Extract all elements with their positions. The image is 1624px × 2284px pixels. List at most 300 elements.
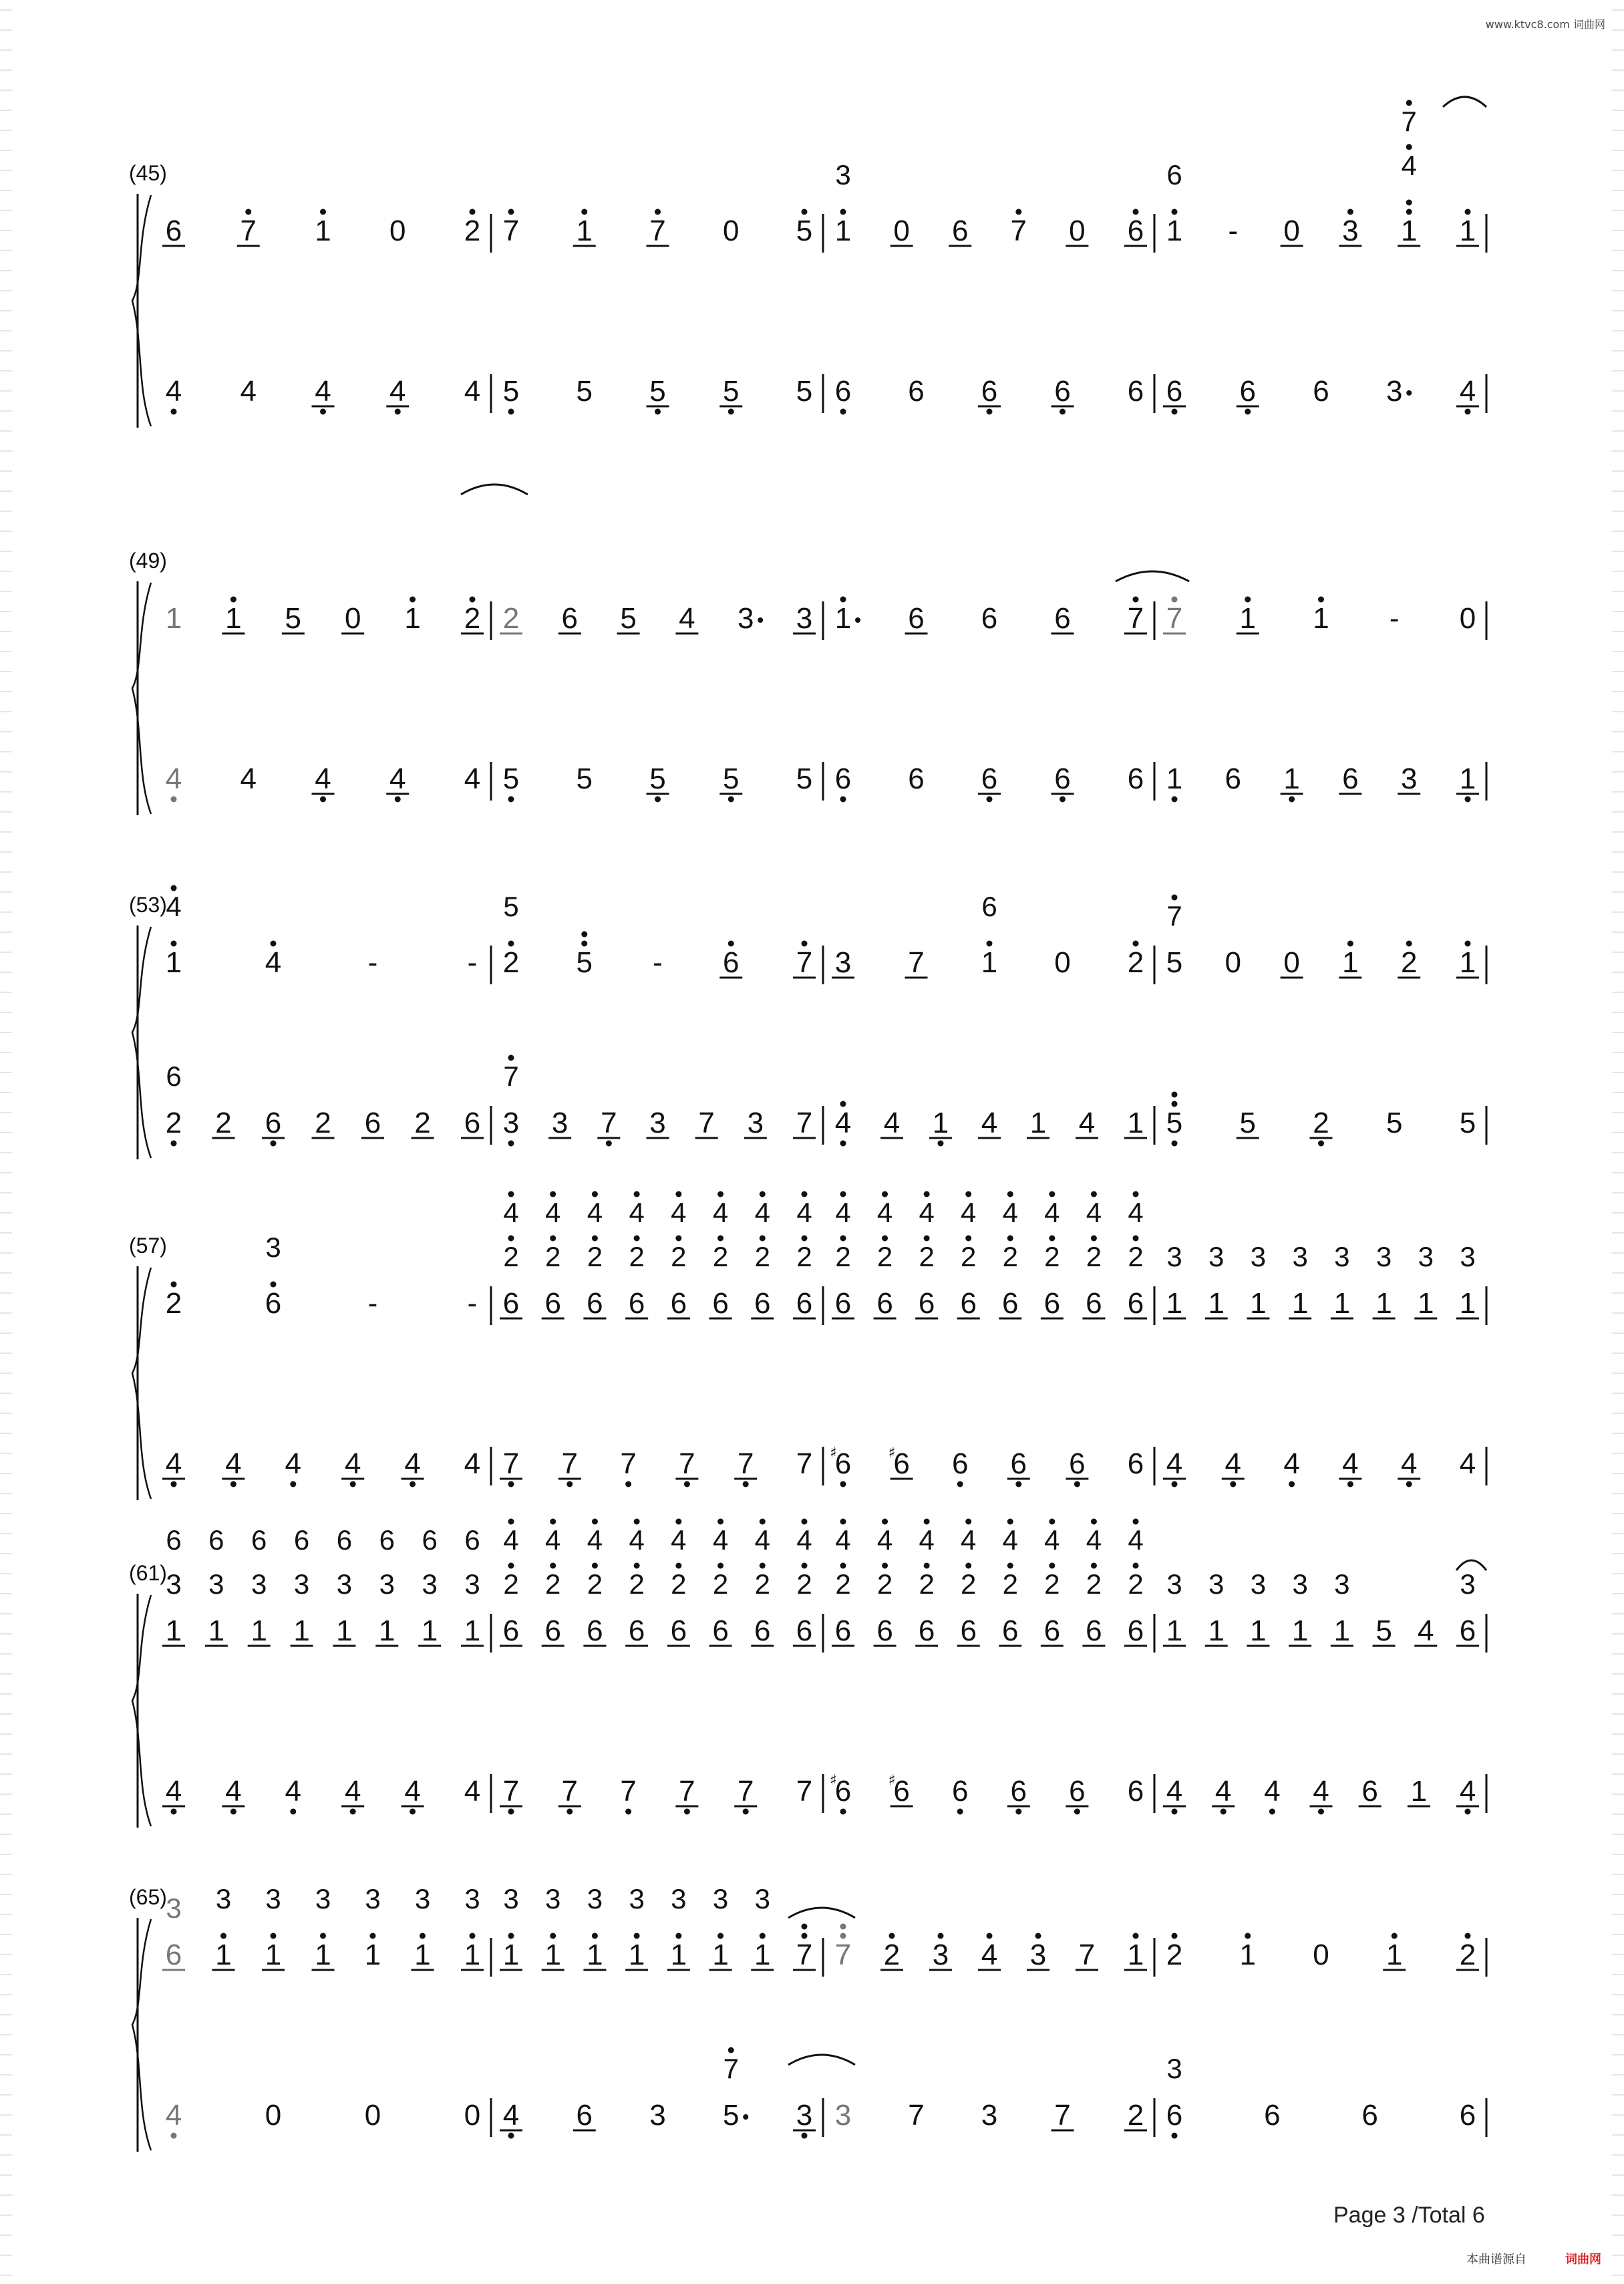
note <box>796 375 812 408</box>
note-digit: 6 <box>1459 1614 1476 1647</box>
chord-tone: 3 <box>1250 1241 1267 1272</box>
note <box>1163 375 1186 415</box>
note <box>1456 209 1479 248</box>
chord-tone: 4 <box>712 1524 729 1556</box>
note-digit: 3 <box>649 2099 666 2132</box>
note <box>500 1519 522 1648</box>
note <box>500 1775 522 1815</box>
note-digit: 6 <box>796 1287 813 1320</box>
chord-tone: 2 <box>671 1568 687 1600</box>
note-digit: 6 <box>981 762 998 795</box>
chord-tone: 2 <box>503 1241 519 1272</box>
note <box>461 597 484 635</box>
note-digit: 7 <box>679 1447 695 1480</box>
brace <box>132 927 151 1158</box>
note-digit: 1 <box>834 602 852 635</box>
note <box>341 1775 364 1815</box>
note <box>738 602 763 635</box>
note <box>1398 1447 1420 1487</box>
note <box>503 1055 519 1147</box>
note-digit: 6 <box>834 1447 852 1480</box>
note-digit: 1 <box>215 1939 232 1971</box>
note <box>1289 1568 1311 1647</box>
note <box>558 1447 581 1487</box>
note <box>620 1775 636 1815</box>
sharp-sign: ♯ <box>888 1772 896 1789</box>
note <box>1281 215 1303 247</box>
note <box>1264 2099 1280 2132</box>
measure <box>1166 895 1479 980</box>
note <box>333 1524 355 1647</box>
note-digit: 7 <box>796 1447 813 1480</box>
chord-tone: 7 <box>1401 106 1417 137</box>
chord-tone: 3 <box>503 1883 519 1914</box>
note-digit: 4 <box>1400 1447 1418 1480</box>
chord-tone: 2 <box>835 1241 851 1272</box>
chord-tone: 4 <box>876 1197 893 1228</box>
note <box>212 1883 235 1971</box>
note-digit: 6 <box>960 1287 977 1320</box>
tie-arc <box>1443 97 1486 107</box>
note-digit: 1 <box>225 602 242 635</box>
note <box>905 602 928 635</box>
note-digit: 4 <box>344 1775 361 1808</box>
note-digit: 6 <box>561 602 579 635</box>
note <box>312 762 335 803</box>
note <box>162 1447 185 1487</box>
chord-tone: 3 <box>1166 2053 1182 2084</box>
note-digit: 0 <box>1054 946 1071 979</box>
note-digit: 6 <box>1127 215 1144 247</box>
note <box>1456 375 1479 415</box>
note-digit: 5 <box>723 375 740 408</box>
note-digit: 1 <box>932 1107 949 1139</box>
note <box>1339 941 1361 980</box>
note <box>908 762 924 795</box>
note <box>734 1447 757 1487</box>
note <box>1205 1568 1228 1647</box>
note <box>1163 1241 1186 1320</box>
note-digit: 6 <box>960 1614 977 1647</box>
chord-tone: 2 <box>1002 1568 1018 1600</box>
note <box>1237 1107 1259 1139</box>
chord-tone: 6 <box>422 1524 438 1556</box>
note <box>1460 1447 1476 1480</box>
chord-tone: 2 <box>796 1241 812 1272</box>
measure <box>503 762 812 803</box>
note-digit: 3 <box>551 1107 569 1139</box>
note-digit: 4 <box>1078 1107 1096 1139</box>
note-digit: 1 <box>1250 1287 1267 1320</box>
note <box>796 1775 812 1808</box>
measure <box>500 2047 816 2139</box>
chord-tone: 3 <box>1250 1568 1267 1600</box>
note-digit: 6 <box>1127 762 1144 795</box>
note-digit: - <box>653 946 663 979</box>
note-digit: 4 <box>981 1939 998 1971</box>
note-digit: 6 <box>1054 602 1071 635</box>
note-digit: 1 <box>165 602 182 635</box>
note <box>675 602 698 635</box>
chord-tone: 3 <box>215 1883 232 1914</box>
note <box>464 2099 480 2132</box>
note-digit: 7 <box>908 946 925 979</box>
measure <box>500 1775 812 1815</box>
note <box>1066 1775 1088 1815</box>
note <box>1281 946 1303 979</box>
measure <box>503 375 812 415</box>
note-digit: 1 <box>364 1939 381 1971</box>
chord-tone: 2 <box>1086 1241 1102 1272</box>
note-digit: 4 <box>883 1107 901 1139</box>
note <box>1124 2099 1147 2132</box>
measure <box>1163 375 1479 415</box>
note-digit: 4 <box>464 375 481 408</box>
note-digit: 0 <box>265 2099 282 2132</box>
note-digit: 1 <box>1239 1939 1256 1971</box>
chord-tone: 3 <box>336 1568 353 1600</box>
note <box>1007 1775 1030 1815</box>
note-digit: 1 <box>1333 1287 1351 1320</box>
note <box>1228 215 1238 247</box>
note-digit: 6 <box>754 1287 771 1320</box>
note <box>368 946 378 979</box>
note-digit: 4 <box>165 375 182 408</box>
note <box>874 1191 897 1320</box>
note <box>1128 375 1144 408</box>
measure <box>835 2099 1147 2132</box>
note <box>500 602 522 635</box>
chord-tone: 3 <box>208 1568 224 1600</box>
note <box>1051 602 1074 635</box>
chord-tone: 2 <box>754 1568 770 1600</box>
note-digit: - <box>1228 215 1239 247</box>
chord-tone: 3 <box>1166 1241 1182 1272</box>
note <box>1163 1447 1186 1487</box>
note <box>835 375 851 415</box>
note-digit: 6 <box>1010 1775 1027 1808</box>
measure <box>503 1055 816 1147</box>
note-digit: 4 <box>225 1775 242 1808</box>
note <box>1456 1933 1479 1972</box>
note-digit: 5 <box>649 375 666 408</box>
note-digit: 4 <box>464 762 481 795</box>
note <box>166 1282 182 1320</box>
note-digit: 1 <box>981 946 998 979</box>
note-digit: 1 <box>315 1939 331 1971</box>
note <box>262 1883 285 1971</box>
note-digit: 6 <box>723 946 740 979</box>
note <box>166 1060 182 1147</box>
note-digit: 6 <box>265 1107 282 1139</box>
note-digit: 6 <box>908 762 925 795</box>
note-digit: 3 <box>932 1939 949 1971</box>
note-digit: 1 <box>1166 1614 1183 1647</box>
note-digit: 6 <box>951 215 969 247</box>
note-digit: 4 <box>464 1775 481 1808</box>
chord-tone: 4 <box>671 1197 687 1228</box>
measure <box>1163 1775 1479 1815</box>
note <box>1398 941 1420 980</box>
note <box>793 2099 816 2139</box>
note <box>744 1107 767 1139</box>
note <box>222 597 245 635</box>
note <box>915 1519 938 1648</box>
measure-number: (57) <box>129 1234 167 1258</box>
note <box>709 1519 732 1648</box>
chord-tone: 6 <box>293 1524 310 1556</box>
note-digit: 7 <box>796 1939 813 1971</box>
footer-source-label: 本曲谱源自 <box>1466 2253 1526 2267</box>
measure <box>1166 100 1479 248</box>
chord-tone: 3 <box>1418 1241 1434 1272</box>
note-digit: 6 <box>1313 375 1329 408</box>
note-digit: 7 <box>1054 2099 1071 2132</box>
note-digit: 6 <box>712 1287 729 1320</box>
note <box>1237 375 1259 415</box>
note-digit: 6 <box>1127 1614 1144 1647</box>
note <box>503 891 519 979</box>
measure <box>1166 1092 1476 1147</box>
note <box>412 1883 434 1971</box>
chord-tone: 2 <box>671 1241 687 1272</box>
chord-tone: 3 <box>754 1883 770 1914</box>
note-digit: 6 <box>876 1614 893 1647</box>
note-digit: 1 <box>1283 762 1300 795</box>
note <box>1011 209 1027 248</box>
note <box>915 1191 938 1320</box>
note <box>1390 602 1400 635</box>
chord-tone: 4 <box>503 1524 519 1556</box>
note-digit: 0 <box>1283 215 1300 247</box>
note-digit: 4 <box>165 762 182 795</box>
chord-tone: 3 <box>166 1568 182 1600</box>
note-digit: 1 <box>1400 215 1418 247</box>
note <box>751 1883 774 1971</box>
note-digit: 5 <box>796 762 813 795</box>
note <box>719 762 742 803</box>
note-digit: 4 <box>1264 1775 1281 1808</box>
note <box>957 1519 980 1648</box>
note-digit: 2 <box>165 1287 182 1320</box>
chord-tone: 4 <box>876 1524 893 1556</box>
note-digit: 6 <box>670 1614 687 1647</box>
chord-tone: 4 <box>919 1524 935 1556</box>
measure-number: (45) <box>129 161 167 185</box>
note <box>1225 946 1241 979</box>
note <box>1456 1775 1479 1815</box>
note-digit: 4 <box>240 762 257 795</box>
note <box>1289 1241 1311 1320</box>
note <box>341 1447 364 1487</box>
note <box>908 375 924 408</box>
chord-tone: 4 <box>629 1524 645 1556</box>
note-digit: 4 <box>265 946 282 979</box>
note-digit: 1 <box>293 1614 310 1647</box>
note-digit: 7 <box>1166 602 1183 635</box>
note <box>793 941 816 980</box>
note-digit: 6 <box>464 1107 481 1139</box>
chord-tone: 3 <box>1334 1241 1350 1272</box>
note <box>796 209 812 248</box>
note <box>1247 1568 1269 1647</box>
note-digit: - <box>367 1287 378 1320</box>
note <box>649 2099 665 2132</box>
note-digit: 4 <box>1459 375 1476 408</box>
note <box>500 2099 522 2139</box>
note-digit: 3 <box>1400 762 1418 795</box>
note-digit: 2 <box>502 602 520 635</box>
measure <box>1166 762 1479 803</box>
note-digit: 6 <box>1342 762 1359 795</box>
note-digit: 4 <box>285 1447 302 1480</box>
note <box>1124 209 1147 248</box>
tie-arc <box>461 484 528 494</box>
note <box>166 602 182 635</box>
note-digit: 1 <box>1459 946 1476 979</box>
note-digit: 3 <box>1342 215 1359 247</box>
note <box>1310 1775 1333 1815</box>
sharp-sign: ♯ <box>830 1445 837 1461</box>
note-digit: 1 <box>404 602 421 635</box>
note <box>793 1107 816 1139</box>
note <box>890 215 913 247</box>
measure <box>166 885 478 980</box>
note <box>461 1883 484 1971</box>
note-digit: 3 <box>834 946 852 979</box>
note-digit: 7 <box>796 946 813 979</box>
chord-tone: 3 <box>629 1883 645 1914</box>
note <box>793 1519 816 1648</box>
note-digit: 7 <box>502 1447 520 1480</box>
measure <box>835 762 1144 803</box>
note <box>1082 1191 1105 1320</box>
measure-number: (65) <box>129 1885 167 1909</box>
note-digit: 0 <box>1283 946 1300 979</box>
measure <box>166 1060 484 1147</box>
note <box>265 1232 281 1320</box>
note <box>464 209 480 248</box>
chord-tone: 4 <box>629 1197 645 1228</box>
note-digit: 6 <box>754 1614 771 1647</box>
note <box>796 762 812 795</box>
note-digit: 6 <box>1069 1447 1086 1480</box>
note <box>577 762 593 795</box>
score-system <box>129 100 1486 428</box>
note-digit: 2 <box>165 1107 182 1139</box>
note-digit: 1 <box>1166 1287 1183 1320</box>
note-digit: 7 <box>796 1775 813 1808</box>
note-digit: 3 <box>737 602 754 635</box>
note <box>1283 1447 1299 1487</box>
note-digit: 5 <box>723 2099 740 2132</box>
note <box>625 1883 648 1971</box>
note-digit: - <box>367 946 378 979</box>
note-digit: 1 <box>265 1939 282 1971</box>
note-digit: 0 <box>723 215 740 247</box>
chord-tone: 2 <box>1128 1241 1144 1272</box>
note <box>162 1892 185 1971</box>
note-digit: 1 <box>1313 602 1329 635</box>
note-digit: 4 <box>315 762 331 795</box>
note-digit: 4 <box>1459 1775 1476 1808</box>
note <box>1456 762 1479 803</box>
measure <box>166 1232 478 1320</box>
note <box>597 1107 620 1147</box>
note-digit: 1 <box>315 215 331 247</box>
note-digit: 1 <box>1386 1939 1403 1971</box>
chord-tone: 2 <box>503 1568 519 1600</box>
note-digit: 6 <box>1127 375 1144 408</box>
chord-tone: 2 <box>1086 1568 1102 1600</box>
note-digit: 6 <box>1054 762 1071 795</box>
note-digit: 6 <box>576 2099 593 2132</box>
chord-tone: 4 <box>545 1524 561 1556</box>
note <box>166 375 182 415</box>
note-digit: 1 <box>1208 1287 1225 1320</box>
note <box>1124 1933 1147 1972</box>
note-digit: 4 <box>502 2099 520 2132</box>
measure <box>162 209 480 248</box>
note <box>874 1519 897 1648</box>
chord-tone: 6 <box>251 1524 267 1556</box>
note-digit: 5 <box>796 215 813 247</box>
measure <box>1163 1447 1476 1487</box>
note <box>1460 1107 1476 1139</box>
note <box>835 762 851 803</box>
note <box>617 602 640 635</box>
note <box>908 2099 924 2132</box>
note <box>1225 762 1241 795</box>
measure <box>830 1772 1144 1815</box>
note <box>1247 1241 1269 1320</box>
note-digit: 6 <box>981 602 998 635</box>
note <box>978 1933 1001 1972</box>
note-digit: 6 <box>1166 375 1183 408</box>
chord-tone: 4 <box>796 1197 812 1228</box>
note <box>647 1107 669 1139</box>
note <box>734 1775 757 1815</box>
note <box>835 1924 851 1972</box>
note <box>1051 375 1074 415</box>
note <box>888 1772 913 1808</box>
note-digit: 7 <box>698 1107 715 1139</box>
chord-tone: 2 <box>835 1568 851 1600</box>
note <box>830 1772 851 1815</box>
note-digit: 5 <box>620 602 637 635</box>
note <box>793 1191 816 1320</box>
note <box>978 1107 1001 1139</box>
chord-tone: 4 <box>961 1524 977 1556</box>
note <box>248 1524 271 1647</box>
note <box>412 1107 434 1139</box>
note <box>723 2047 748 2132</box>
chord-tone: 2 <box>712 1241 729 1272</box>
note <box>389 215 405 247</box>
note-digit: 1 <box>165 1614 182 1647</box>
chord-tone: 4 <box>1128 1524 1144 1556</box>
note-digit: 6 <box>1239 375 1256 408</box>
measure <box>500 1883 816 1971</box>
chord-tone: 2 <box>754 1241 770 1272</box>
chord-tone: 3 <box>1460 1241 1476 1272</box>
note-digit: 3 <box>1029 1939 1047 1971</box>
note-digit: 5 <box>576 762 593 795</box>
note <box>1414 1241 1437 1320</box>
note <box>361 1107 384 1139</box>
note-digit: 2 <box>1127 946 1144 979</box>
chord-tone: 3 <box>712 1883 729 1914</box>
